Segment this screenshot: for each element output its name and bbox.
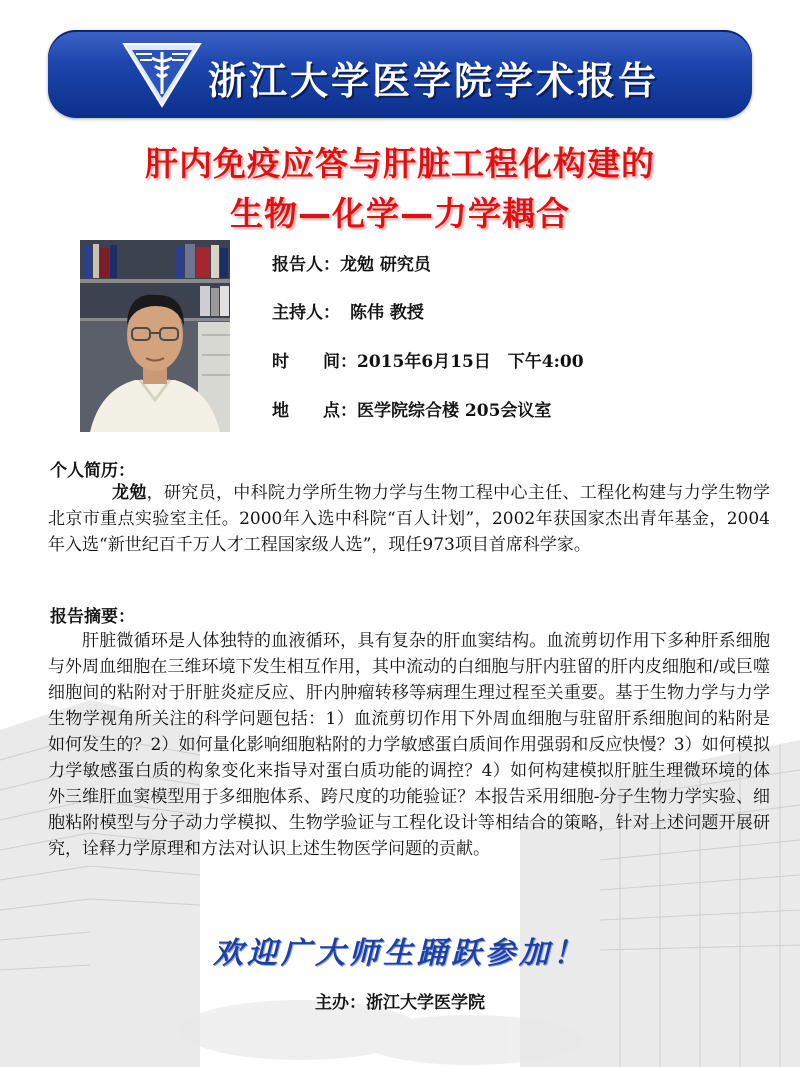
organizer-line: 主办：浙江大学医学院 — [315, 993, 485, 1013]
welcome-slogan: 欢迎广大师生踊跃参加！ — [213, 936, 587, 971]
speaker-value: 龙勉 研究员 — [340, 255, 431, 275]
place-value: 医学院综合楼 205会议室 — [357, 401, 552, 421]
speaker-row — [272, 250, 431, 275]
host-row — [272, 298, 424, 323]
time-label: 时 间： — [272, 352, 357, 372]
abstract-heading: 报告摘要： — [50, 607, 135, 627]
speaker-label: 报告人： — [272, 255, 340, 275]
place-label: 地 点： — [272, 401, 357, 421]
bio-heading: 个人简历： — [50, 461, 135, 481]
place-row — [272, 396, 551, 421]
host-label: 主持人： — [272, 303, 340, 323]
header-banner — [48, 30, 752, 118]
host-value: 陈伟 教授 — [350, 303, 424, 323]
banner-title: 浙江大学医学院学术报告 — [208, 59, 660, 103]
caduceus-logo-icon — [122, 38, 202, 110]
bio-name: 龙勉 — [112, 483, 147, 503]
report-title-line-1: 肝内免疫应答与肝脏工程化构建的 — [145, 144, 655, 183]
time-value: 2015年6月15日 下午4:00 — [357, 352, 584, 372]
abstract-paragraph: 肝脏微循环是人体独特的血液循环，具有复杂的肝血窦结构。血流剪切作用下多种肝系细胞与外周血细胞在三维环境下发生相互作用，其中流动的白细胞与肝内驻留的肝内皮细胞和/或巨噬细胞间的粘附对于肝脏炎症反应、肝内肿瘤转移等病理生理过程至关重要。基于生物力学与力学生物学视角所关注的科学问题包括：1）血流剪切作用下外周血细胞与驻留肝系细胞间的粘附是如何发生的？2）如何量化影响细胞粘附的力学敏感蛋白质间作用强弱和反应快慢？3）如何模拟力学敏感蛋白质的构象变化来指导对蛋白质功能的调控？4）如何构建模拟肝脏生理微环境的体外三维肝血窦模型用于多细胞体系、跨尺度的功能验证？本报告采用细胞-分子生物力学实验、细胞粘附模型与分子动力学模拟、生物学验证与工程化设计等相结合的策略，针对上述问题开展研究，诠释力学原理和方法对认识上述生物医学问题的贡献。 — [48, 631, 770, 859]
bio-text: ，研究员，中科院力学所生物力学与生物工程中心主任、工程化构建与力学生物学北京市重点实验室主任。2000年入选中科院“百人计划”，2002年获国家杰出青年基金，2004年入选“新世纪百千万人才工程国家级人选”，现任973项目首席科学家。 — [48, 483, 771, 555]
time-row — [272, 347, 584, 372]
speaker-portrait — [80, 240, 230, 432]
bio-paragraph — [48, 480, 770, 558]
report-title-line-2: 生物—化学—力学耦合 — [230, 194, 570, 233]
